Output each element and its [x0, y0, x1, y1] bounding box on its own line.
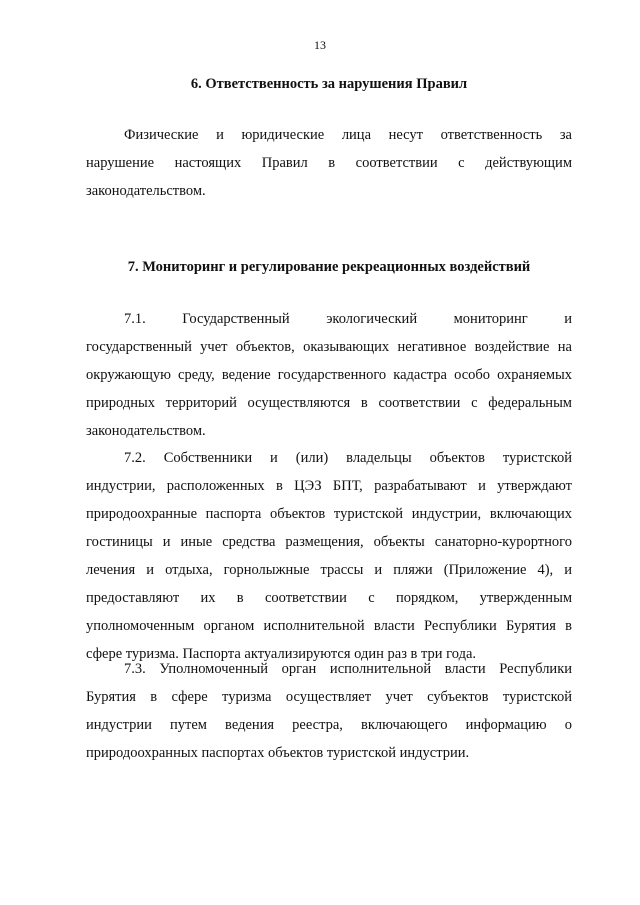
paragraph-line: окружающую среду, ведение государственного кадастра особо охраняемых	[86, 367, 572, 383]
paragraph-line: природоохранных паспортах объектов туристской индустрии.	[86, 745, 470, 761]
paragraph-line: предоставляют их в соответствии с порядком, утвержденным	[86, 590, 572, 606]
paragraph-line: гостиницы и иные средства размещения, объекты санаторно-курортного	[86, 534, 572, 550]
paragraph-line: Бурятия в сфере туризма осуществляет учет субъектов туристской	[86, 689, 572, 705]
paragraph-7-3	[86, 655, 572, 767]
paragraph-line: 7.2. Собственники и (или) владельцы объектов туристской	[124, 450, 572, 466]
paragraph-line: индустрии, расположенных в ЦЭЗ БПТ, разрабатывают и утверждают	[86, 478, 572, 494]
paragraph-7-2	[86, 444, 572, 668]
paragraph-line: сфере туризма. Паспорта актуализируются один раз в три года.	[86, 646, 477, 662]
paragraph-line: лечения и отдыха, горнолыжные трассы и пляжи (Приложение 4), и	[86, 562, 572, 578]
section-6-heading: 6. Ответственность за нарушения Правил	[190, 76, 468, 92]
paragraph-line: Физические и юридические лица несут ответственность за	[124, 127, 572, 143]
paragraph-line: уполномоченным органом исполнительной власти Республики Бурятия в	[86, 618, 572, 634]
paragraph-line: 7.1. Государственный экологический мониторинг и	[124, 311, 572, 327]
paragraph-line: индустрии путем ведения реестра, включающего информацию о	[86, 717, 572, 733]
paragraph-line: 7.3. Уполномоченный орган исполнительной власти Республики	[124, 661, 572, 677]
paragraph-line: нарушение настоящих Правил в соответствии с действующим	[86, 155, 572, 171]
paragraph-line: государственный учет объектов, оказывающих негативное воздействие на	[86, 339, 572, 355]
paragraph-line: природоохранные паспорта объектов туристской индустрии, включающих	[86, 506, 572, 522]
paragraph-line: природных территорий осуществляются в соответствии с федеральным	[86, 395, 572, 411]
section-7-heading: 7. Мониторинг и регулирование рекреационных воздействий	[127, 259, 531, 275]
section-6-paragraph	[86, 121, 572, 205]
paragraph-7-1	[86, 305, 572, 445]
paragraph-line: законодательством.	[86, 183, 206, 199]
page-number: 13	[314, 38, 326, 52]
paragraph-line: законодательством.	[86, 423, 206, 439]
